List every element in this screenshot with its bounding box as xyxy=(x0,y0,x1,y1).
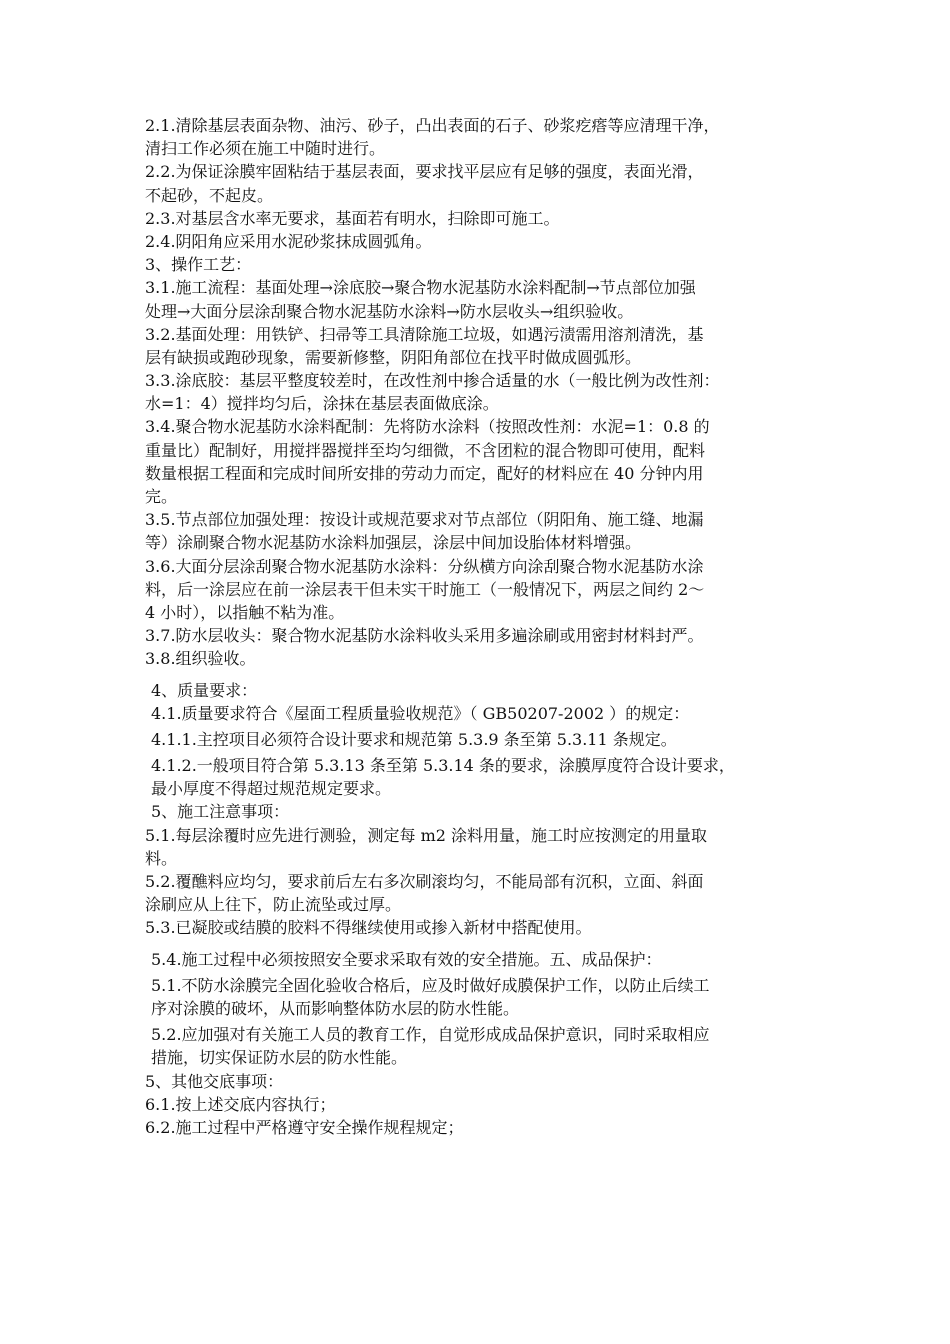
section-heading: 5、其他交底事项： xyxy=(145,1071,284,1091)
paragraph-line: 3.4.聚合物水泥基防水涂料配制：先将防水涂料（按照改性剂：水泥=1：0.8 的 xyxy=(145,417,710,437)
paragraph-line: 料，后一涂层应在前一涂层表干但未实干时施工（一般情况下，两层之间约 2～ xyxy=(145,579,705,599)
paragraph-line: 完。 xyxy=(145,487,178,506)
paragraph-line: 5.2.应加强对有关施工人员的教育工作，自觉形成成品保护意识，同时采取相应 xyxy=(151,1025,710,1045)
paragraph-line: 4.1.质量要求符合《屋面工程质量验收规范》（ GB50207-2002 ）的规定： xyxy=(151,703,690,723)
paragraph-line: 层有缺损或跑砂现象，需要新修整，阴阳角部位在找平时做成圆弧形。 xyxy=(145,347,642,367)
paragraph-line: 5.1.不防水涂膜完全固化验收合格后，应及时做好成膜保护工作，以防止后续工 xyxy=(151,975,710,995)
paragraph-line: 6.1.按上述交底内容执行； xyxy=(145,1094,336,1114)
paragraph-line: 3.2.基面处理：用铁铲、扫帚等工具清除施工垃圾，如遇污渍需用溶剂清洗，基 xyxy=(145,324,704,344)
paragraph-line: 3.7.防水层收头：聚合物水泥基防水涂料收头采用多遍涂刷或用密封材料封严。 xyxy=(145,626,704,646)
paragraph-line: 4 小时），以指触不粘为准。 xyxy=(145,602,345,622)
paragraph-line: 清扫工作必须在施工中随时进行。 xyxy=(145,139,386,159)
paragraph-line: 2.2.为保证涂膜牢固粘结于基层表面，要求找平层应有足够的强度，表面光滑， xyxy=(145,162,704,182)
paragraph-line: 3.3.涂底胶：基层平整度较差时，在改性剂中掺合适量的水（一般比例为改性剂： xyxy=(145,371,720,391)
paragraph-line: 3.8.组织验收。 xyxy=(145,649,256,669)
paragraph-line: 4.1.1.主控项目必须符合设计要求和规范第 5.3.9 条至第 5.3.11 条规定。 xyxy=(151,729,677,749)
paragraph-line: 序对涂膜的破坏，从而影响整体防水层的防水性能。 xyxy=(151,998,520,1018)
paragraph-line: 处理→大面分层涂刮聚合物水泥基防水涂料→防水层收头→组织验收。 xyxy=(145,301,634,321)
paragraph-line: 措施，切实保证防水层的防水性能。 xyxy=(151,1048,408,1068)
section-heading: 4、质量要求： xyxy=(151,680,258,700)
paragraph-line: 3.6.大面分层涂刮聚合物水泥基防水涂料：分纵横方向涂刮聚合物水泥基防水涂 xyxy=(145,556,704,576)
paragraph-line: 2.3.对基层含水率无要求，基面若有明水，扫除即可施工。 xyxy=(145,208,560,228)
paragraph-line: 最小厚度不得超过规范规定要求。 xyxy=(151,779,392,799)
section-heading: 5、施工注意事项： xyxy=(151,802,290,822)
paragraph-line: 3.5.节点部位加强处理：按设计或规范要求对节点部位（阴阳角、施工缝、地漏 xyxy=(145,510,704,530)
document-body xyxy=(145,114,825,1139)
paragraph-line: 6.2.施工过程中严格遵守安全操作规程规定； xyxy=(145,1117,464,1137)
paragraph-line: 数量根据工程面和完成时间所安排的劳动力而定，配好的材料应在 40 分钟内用 xyxy=(145,463,704,483)
paragraph-line: 5.3.已凝胶或结膜的胶料不得继续使用或掺入新材中搭配使用。 xyxy=(145,918,592,938)
paragraph-line: 料。 xyxy=(145,848,178,868)
paragraph-line: 5.1.每层涂覆时应先进行测验，测定每 m2 涂料用量，施工时应按测定的用量取 xyxy=(145,825,708,845)
paragraph-line: 3.1.施工流程：基面处理→涂底胶→聚合物水泥基防水涂料配制→节点部位加强 xyxy=(145,278,696,298)
paragraph-line: 2.1.清除基层表面杂物、油污、砂子，凸出表面的石子、砂浆疙瘩等应清理干净， xyxy=(145,116,720,135)
paragraph-line: 等）涂刷聚合物水泥基防水涂料加强层，涂层中间加设胎体材料增强。 xyxy=(145,533,642,553)
paragraph-line: 5.4.施工过程中必须按照安全要求采取有效的安全措施。五、成品保护： xyxy=(151,949,662,969)
paragraph-line: 4.1.2.一般项目符合第 5.3.13 条至第 5.3.14 条的要求，涂膜厚度符合设计要求， xyxy=(151,756,735,776)
paragraph-line: 不起砂，不起皮。 xyxy=(145,185,274,205)
paragraph-line: 水=1：4）搅拌均匀后，涂抹在基层表面做底涂。 xyxy=(145,394,499,414)
paragraph-line: 涂刷应从上往下，防止流坠或过厚。 xyxy=(145,895,402,915)
paragraph-line: 2.4.阴阳角应采用水泥砂浆抹成圆弧角。 xyxy=(145,231,432,251)
section-heading: 3、操作工艺： xyxy=(145,255,252,275)
paragraph-line: 5.2.覆醮料应均匀，要求前后左右多次刷滚均匀，不能局部有沉积，立面、斜面 xyxy=(145,872,704,891)
paragraph-line: 重量比）配制好，用搅拌器搅拌至均匀细微，不含团粒的混合物即可使用，配料 xyxy=(145,440,706,460)
